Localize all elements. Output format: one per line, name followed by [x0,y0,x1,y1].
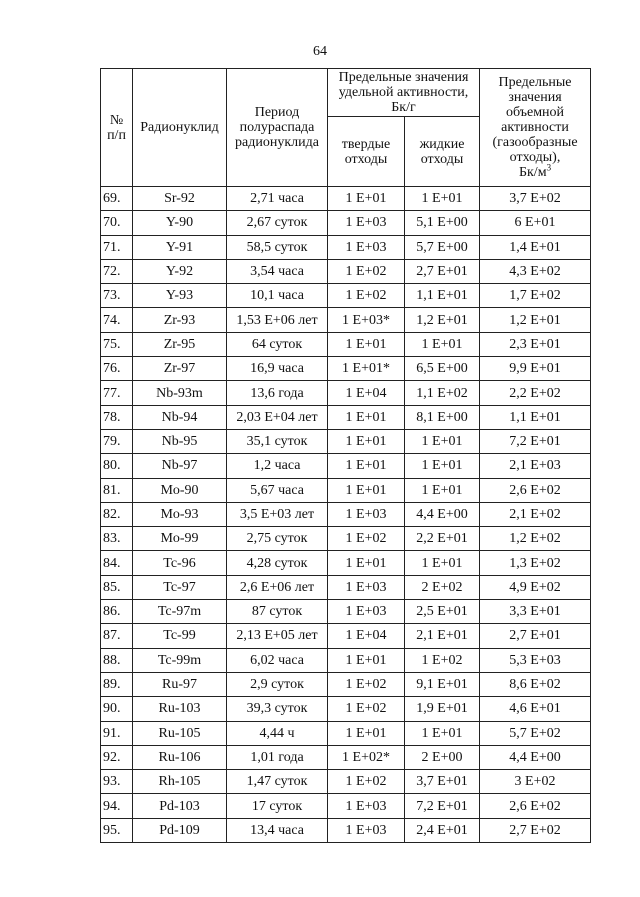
table-row [101,600,591,624]
row-half-life: 2,6 E+06 лет [227,575,328,599]
header-specific-line3: Бк/г [391,100,416,115]
row-volume-limit: 9,9 E+01 [480,357,591,381]
header-volume-activity [480,69,591,187]
row-half-life: 1,01 года [227,745,328,769]
row-number: 94. [101,794,133,818]
row-half-life: 4,28 суток [227,551,328,575]
row-volume-limit: 7,2 E+01 [480,429,591,453]
row-solid-limit: 1 E+01 [328,405,405,429]
row-nuclide: Y-91 [133,235,227,259]
row-volume-limit: 4,9 E+02 [480,575,591,599]
header-half-life-line1: Период [254,105,300,120]
row-solid-limit: 1 E+03 [328,235,405,259]
row-half-life: 2,67 суток [227,211,328,235]
row-solid-limit: 1 E+03 [328,818,405,842]
row-volume-limit: 4,3 E+02 [480,259,591,283]
table-row [101,648,591,672]
row-nuclide: Rh-105 [133,770,227,794]
row-solid-limit: 1 E+01 [328,187,405,211]
table-row [101,672,591,696]
row-volume-limit: 1,1 E+01 [480,405,591,429]
row-number: 70. [101,211,133,235]
row-half-life: 16,9 часа [227,357,328,381]
row-nuclide: Tc-97 [133,575,227,599]
radionuclide-table [100,68,591,843]
header-volume-line1: Предельные [498,75,572,90]
row-solid-limit: 1 E+03 [328,600,405,624]
row-liquid-limit: 6,5 E+00 [405,357,480,381]
row-volume-limit: 4,4 E+00 [480,745,591,769]
header-solid-line1: твердые [341,136,391,152]
table-row [101,235,591,259]
table-row [101,794,591,818]
row-liquid-limit: 1 E+01 [405,454,480,478]
row-half-life: 87 суток [227,600,328,624]
row-nuclide: Ru-97 [133,672,227,696]
row-half-life: 3,54 часа [227,259,328,283]
row-number: 74. [101,308,133,332]
header-half-life [227,69,328,187]
row-nuclide: Y-92 [133,259,227,283]
header-specific-line2: удельной активности, [338,85,469,100]
table-row [101,454,591,478]
row-half-life: 13,4 часа [227,818,328,842]
row-nuclide: Ru-103 [133,697,227,721]
row-solid-limit: 1 E+02 [328,259,405,283]
row-half-life: 3,5 E+03 лет [227,502,328,526]
row-number: 93. [101,770,133,794]
row-volume-limit: 5,3 E+03 [480,648,591,672]
row-number: 77. [101,381,133,405]
table-row [101,259,591,283]
row-volume-limit: 2,2 E+02 [480,381,591,405]
row-number: 83. [101,527,133,551]
table-body [101,187,591,843]
row-half-life: 10,1 часа [227,284,328,308]
row-liquid-limit: 3,7 E+01 [405,770,480,794]
row-liquid-limit: 1 E+01 [405,478,480,502]
table-row [101,187,591,211]
row-number: 69. [101,187,133,211]
row-volume-limit: 2,6 E+02 [480,794,591,818]
header-number-line1: № [109,112,124,128]
row-solid-limit: 1 E+03 [328,575,405,599]
row-volume-limit: 2,7 E+02 [480,818,591,842]
row-solid-limit: 1 E+01 [328,429,405,453]
row-number: 76. [101,357,133,381]
row-liquid-limit: 1 E+02 [405,648,480,672]
row-nuclide: Y-90 [133,211,227,235]
row-liquid-limit: 1,2 E+01 [405,308,480,332]
table-row [101,502,591,526]
row-number: 87. [101,624,133,648]
header-volume-line4: активности [501,120,569,135]
table-row [101,405,591,429]
row-liquid-limit: 5,7 E+00 [405,235,480,259]
header-solid-line2: отходы [344,151,388,167]
row-number: 90. [101,697,133,721]
row-nuclide: Sr-92 [133,187,227,211]
row-solid-limit: 1 E+02* [328,745,405,769]
row-volume-limit: 8,6 E+02 [480,672,591,696]
row-number: 89. [101,672,133,696]
row-liquid-limit: 2 E+00 [405,745,480,769]
row-solid-limit: 1 E+01 [328,648,405,672]
table-row [101,308,591,332]
row-nuclide: Mo-99 [133,527,227,551]
table-row [101,697,591,721]
header-liquid-waste [405,117,480,187]
row-liquid-limit: 1,9 E+01 [405,697,480,721]
row-solid-limit: 1 E+03 [328,794,405,818]
table-row [101,381,591,405]
table-row [101,745,591,769]
row-volume-limit: 2,6 E+02 [480,478,591,502]
row-number: 81. [101,478,133,502]
row-nuclide: Ru-105 [133,721,227,745]
row-nuclide: Zr-95 [133,332,227,356]
row-half-life: 2,75 суток [227,527,328,551]
header-volume-unit-text: Бк/м [518,165,547,180]
table-row [101,527,591,551]
row-half-life: 2,03 E+04 лет [227,405,328,429]
row-liquid-limit: 2,5 E+01 [405,600,480,624]
header-specific-line1: Предельные значения [338,70,469,85]
row-half-life: 1,53 E+06 лет [227,308,328,332]
row-nuclide: Nb-95 [133,429,227,453]
row-nuclide: Pd-103 [133,794,227,818]
header-liquid-line1: жидкие [419,136,465,152]
row-number: 73. [101,284,133,308]
row-volume-limit: 2,3 E+01 [480,332,591,356]
row-liquid-limit: 2 E+02 [405,575,480,599]
row-volume-limit: 2,1 E+02 [480,502,591,526]
row-volume-limit: 4,6 E+01 [480,697,591,721]
row-volume-limit: 1,4 E+01 [480,235,591,259]
row-liquid-limit: 1 E+01 [405,429,480,453]
row-volume-limit: 6 E+01 [480,211,591,235]
row-solid-limit: 1 E+02 [328,672,405,696]
row-volume-limit: 1,7 E+02 [480,284,591,308]
row-liquid-limit: 1 E+01 [405,187,480,211]
row-solid-limit: 1 E+02 [328,284,405,308]
row-number: 80. [101,454,133,478]
row-nuclide: Nb-93m [133,381,227,405]
row-solid-limit: 1 E+04 [328,624,405,648]
table-row [101,551,591,575]
table-row [101,357,591,381]
row-half-life: 6,02 часа [227,648,328,672]
row-solid-limit: 1 E+03* [328,308,405,332]
row-liquid-limit: 2,7 E+01 [405,259,480,283]
row-solid-limit: 1 E+01 [328,721,405,745]
header-half-life-line2: полураспада [239,120,315,135]
row-number: 75. [101,332,133,356]
row-half-life: 39,3 суток [227,697,328,721]
header-specific-activity [328,69,480,117]
row-half-life: 64 суток [227,332,328,356]
header-number-line2: п/п [107,127,126,143]
row-number: 95. [101,818,133,842]
row-volume-limit: 5,7 E+02 [480,721,591,745]
table-row [101,284,591,308]
row-half-life: 5,67 часа [227,478,328,502]
row-number: 88. [101,648,133,672]
row-half-life: 13,6 года [227,381,328,405]
page-number: 64 [313,44,327,59]
row-half-life: 1,47 суток [227,770,328,794]
row-liquid-limit: 5,1 E+00 [405,211,480,235]
row-liquid-limit: 1 E+01 [405,332,480,356]
row-volume-limit: 1,2 E+01 [480,308,591,332]
row-solid-limit: 1 E+03 [328,211,405,235]
row-volume-limit: 3,7 E+02 [480,187,591,211]
row-nuclide: Tc-99m [133,648,227,672]
row-nuclide: Zr-93 [133,308,227,332]
row-number: 91. [101,721,133,745]
row-number: 92. [101,745,133,769]
row-liquid-limit: 8,1 E+00 [405,405,480,429]
table-row [101,429,591,453]
row-half-life: 17 суток [227,794,328,818]
row-liquid-limit: 1,1 E+01 [405,284,480,308]
header-volume-line2: значения [508,90,562,105]
row-nuclide: Mo-93 [133,502,227,526]
row-liquid-limit: 7,2 E+01 [405,794,480,818]
row-number: 85. [101,575,133,599]
row-nuclide: Pd-109 [133,818,227,842]
row-solid-limit: 1 E+01* [328,357,405,381]
table-row [101,332,591,356]
row-solid-limit: 1 E+02 [328,697,405,721]
row-solid-limit: 1 E+01 [328,454,405,478]
header-radionuclide: Радионуклид [133,69,227,187]
row-volume-limit: 1,2 E+02 [480,527,591,551]
header-volume-line6: отходы), [509,150,561,165]
table-row [101,211,591,235]
table-row [101,478,591,502]
table-row [101,818,591,842]
row-solid-limit: 1 E+01 [328,478,405,502]
row-volume-limit: 1,3 E+02 [480,551,591,575]
row-nuclide: Mo-90 [133,478,227,502]
row-nuclide: Zr-97 [133,357,227,381]
row-nuclide: Tc-99 [133,624,227,648]
row-solid-limit: 1 E+04 [328,381,405,405]
row-half-life: 35,1 суток [227,429,328,453]
row-solid-limit: 1 E+02 [328,770,405,794]
row-number: 71. [101,235,133,259]
row-solid-limit: 1 E+02 [328,527,405,551]
row-half-life: 2,9 суток [227,672,328,696]
row-half-life: 1,2 часа [227,454,328,478]
table-row [101,770,591,794]
row-liquid-limit: 1,1 E+02 [405,381,480,405]
header-liquid-line2: отходы [420,151,464,167]
row-volume-limit: 3,3 E+01 [480,600,591,624]
row-solid-limit: 1 E+01 [328,332,405,356]
row-liquid-limit: 2,4 E+01 [405,818,480,842]
row-volume-limit: 2,7 E+01 [480,624,591,648]
row-number: 79. [101,429,133,453]
row-liquid-limit: 9,1 E+01 [405,672,480,696]
row-number: 86. [101,600,133,624]
row-liquid-limit: 2,1 E+01 [405,624,480,648]
row-nuclide: Ru-106 [133,745,227,769]
row-half-life: 2,71 часа [227,187,328,211]
row-number: 84. [101,551,133,575]
row-nuclide: Y-93 [133,284,227,308]
row-liquid-limit: 4,4 E+00 [405,502,480,526]
table-row [101,624,591,648]
table-row [101,721,591,745]
header-half-life-line3: радионуклида [235,135,319,150]
header-volume-unit [480,162,590,180]
table-row [101,575,591,599]
row-liquid-limit: 1 E+01 [405,721,480,745]
row-nuclide: Tc-96 [133,551,227,575]
header-volume-unit-sup: 3 [546,162,552,173]
row-half-life: 4,44 ч [227,721,328,745]
row-nuclide: Tc-97m [133,600,227,624]
header-volume-line5: (газообразные [492,135,578,150]
row-volume-limit: 2,1 E+03 [480,454,591,478]
row-half-life: 2,13 E+05 лет [227,624,328,648]
row-solid-limit: 1 E+01 [328,551,405,575]
row-number: 78. [101,405,133,429]
header-volume-line3: объемной [505,105,565,120]
row-half-life: 58,5 суток [227,235,328,259]
row-number: 72. [101,259,133,283]
row-solid-limit: 1 E+03 [328,502,405,526]
row-number: 82. [101,502,133,526]
header-number [101,69,133,187]
row-liquid-limit: 2,2 E+01 [405,527,480,551]
row-nuclide: Nb-94 [133,405,227,429]
header-solid-waste [328,117,405,187]
row-volume-limit: 3 E+02 [480,770,591,794]
row-liquid-limit: 1 E+01 [405,551,480,575]
row-nuclide: Nb-97 [133,454,227,478]
